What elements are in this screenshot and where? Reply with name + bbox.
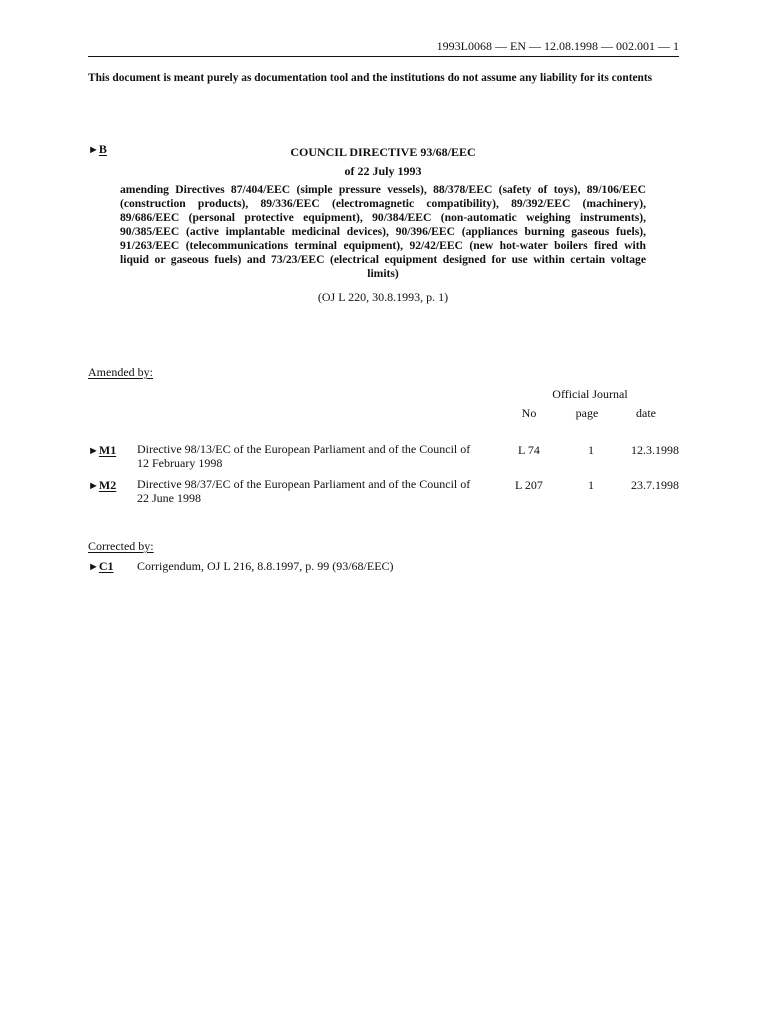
header-divider bbox=[88, 56, 679, 57]
oj-reference: (OJ L 220, 30.8.1993, p. 1) bbox=[317, 290, 449, 304]
amendment-oj-date-m2: 23.7.1998 bbox=[631, 478, 679, 492]
amendment-description-m1: Directive 98/13/EC of the European Parliament and of the Council of 12 February 1998 bbox=[137, 442, 471, 470]
column-header-page: page bbox=[575, 406, 599, 420]
marker-code-c1[interactable]: C1 bbox=[98, 559, 114, 573]
arrow-right-icon: ► bbox=[88, 480, 99, 492]
marker-code-m1[interactable]: M1 bbox=[98, 443, 117, 457]
column-header-date: date bbox=[636, 406, 656, 420]
amendment-marker-m2[interactable] bbox=[88, 477, 116, 494]
amending-description: amending Directives 87/404/EEC (simple pressure vessels), 88/378/EEC (safety of toys), 89/106/EEC (construction products), 89/336/EEC (electromagnetic compatibility), 89/392/EEC (machinery), 89/686/EEC (personal protective equipment), 90/384/EEC (non-automatic weighing instruments), 90/385/EEC (active implantable medicinal devices), 90/396/EEC (appliances burning gaseous fuels), 91/263/EEC (telecommunications terminal equipment), 92/42/EEC (new hot-water boilers fired with liquid or gaseous fuels) and 73/23/EEC (electrical equipment designed for use within certain voltage limits) bbox=[120, 183, 646, 280]
correction-marker-c1[interactable] bbox=[88, 558, 114, 575]
correction-description-c1: Corrigendum, OJ L 216, 8.8.1997, p. 99 (93/68/EEC) bbox=[137, 559, 394, 573]
document-reference: 1993L0068 — EN — 12.08.1998 — 002.001 — 1 bbox=[436, 39, 679, 53]
arrow-right-icon: ► bbox=[88, 144, 99, 156]
amendment-description-m2: Directive 98/37/EC of the European Parliament and of the Council of 22 June 1998 bbox=[137, 477, 471, 505]
corrected-by-label: Corrected by: bbox=[88, 539, 154, 553]
disclaimer: This document is meant purely as documentation tool and the institutions do not assume any liability for its contents bbox=[88, 72, 653, 84]
amendment-oj-page-m2: 1 bbox=[588, 478, 594, 492]
marker-code-b[interactable]: B bbox=[98, 142, 107, 156]
arrow-right-icon: ► bbox=[88, 445, 99, 457]
directive-date: of 22 July 1993 bbox=[344, 164, 422, 178]
arrow-right-icon: ► bbox=[88, 561, 99, 573]
marker-code-m2[interactable]: M2 bbox=[98, 478, 117, 492]
amendment-oj-no-m1: L 74 bbox=[518, 443, 540, 457]
directive-title: COUNCIL DIRECTIVE 93/68/EEC bbox=[290, 145, 476, 159]
base-act-marker[interactable] bbox=[88, 141, 107, 158]
official-journal-header: Official Journal bbox=[552, 387, 628, 401]
column-header-no: No bbox=[521, 406, 537, 420]
amendment-oj-page-m1: 1 bbox=[588, 443, 594, 457]
amendment-oj-date-m1: 12.3.1998 bbox=[631, 443, 679, 457]
amended-by-label: Amended by: bbox=[88, 365, 153, 379]
amendment-marker-m1[interactable] bbox=[88, 442, 116, 459]
amendment-oj-no-m2: L 207 bbox=[515, 478, 543, 492]
